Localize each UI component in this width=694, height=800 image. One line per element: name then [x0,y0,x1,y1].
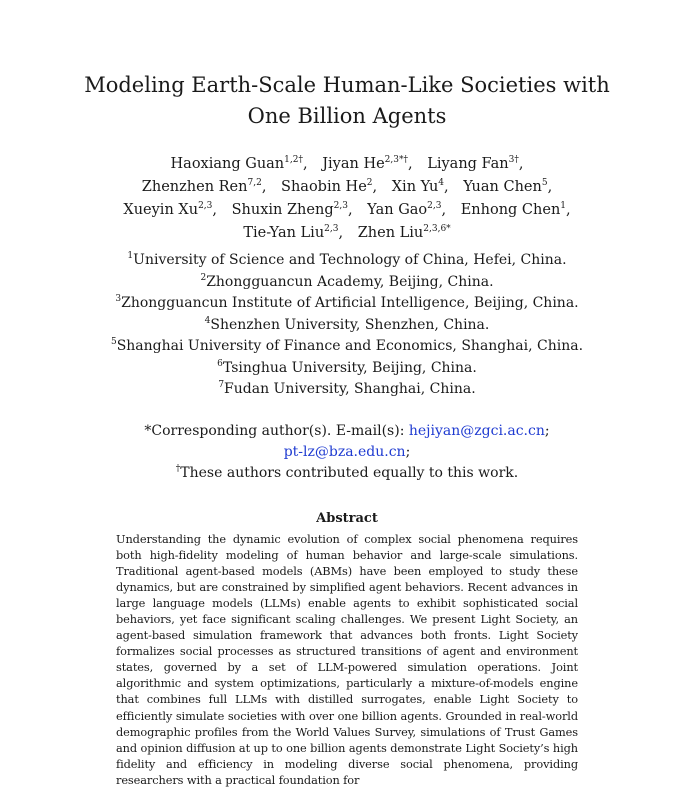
affiliation-text: Shanghai University of Finance and Economics, Shanghai, China. [116,338,584,354]
author-name-text: Xin Yu [391,179,439,195]
author-separator: , [372,179,378,195]
abstract-heading: Abstract [316,511,378,526]
author-list [40,153,654,245]
equal-contribution-text: These authors contributed equally to this work. [180,465,519,481]
author-separator: , [261,179,267,195]
affiliation-number: 7 [218,380,225,390]
paper-title [40,70,654,132]
author-name [322,156,412,172]
author-separator: , [566,202,571,218]
author-separator: , [338,225,344,241]
affiliation-line [40,315,654,337]
author-name [281,179,377,195]
author-affiliation-mark: 5 [541,178,548,188]
author-affiliation-mark: 2,3 [324,224,339,234]
author-name [392,179,449,195]
dagger-mark: † [175,464,181,474]
author-name [367,202,446,218]
author-separator: , [547,179,553,195]
affiliation-number: 4 [204,315,211,326]
email-link-pt-lz[interactable]: pt-lz@bza.edu.cn [283,444,406,460]
affiliation-text: Shenzhen University, Shenzhen, China. [210,316,490,333]
author-affiliation-mark: 7,2 [247,178,262,188]
affiliation-text: Zhongguancun Institute of Artificial Intelligence, Beijing, China. [121,295,579,311]
affiliation-line [40,293,654,315]
author-separator: , [212,202,217,218]
author-name [461,202,571,218]
email-separator-2: ; [405,444,411,460]
author-separator: , [347,202,353,218]
affiliation-line [40,272,654,294]
corresponding-line [40,421,654,442]
second-email-line [40,442,654,463]
author-separator: , [408,156,413,172]
author-separator: , [444,179,449,195]
author-affiliation-mark: 2 [366,178,373,188]
affiliation-line [40,250,654,272]
affiliation-number: 3 [115,294,122,304]
author-name-text: Zhenzhen Ren [141,179,248,195]
affiliation-number: 6 [217,358,223,369]
author-affiliation-mark: 2,3*† [384,155,408,165]
author-name-text: Yuan Chen [463,179,542,195]
abstract-text: Understanding the dynamic evolution of complex social phenomena requires both high-fidelity modeling of human behavior and large-scale simulations. Traditional agent-based models (ABMs) have been employed to study these dynamics, but are constrained by simplified agent behaviors. Recent advances in large language models (LLMs) enable agents to exhibit sophisticated social behaviors, yet face significant scaling challenges. We present Light Society, an agent-based simulation framework that advances both fronts. Light Society formalizes social processes as structured transitions of agent and environment states, governed by a set of LLM-powered simulation operations. Joint algorithmic and system optimizations, particularly a mixture-of-models engine that combines full LLMs with distilled surrogates, enable Light Society to efficiently simulate societies with over one billion agents. Grounded in real-world demographic profiles from the World Values Survey, simulations of Trust Games and opinion diffusion at up to one billion agents demonstrate Light Society’s high fidelity and efficiency in modeling diverse social phenomena, providing researchers with a practical foundation for [116,532,579,787]
author-affiliation-mark: 2,3 [427,201,442,211]
author-affiliation-mark: 2,3,6* [423,224,451,234]
affiliation-number: 2 [200,272,207,283]
affiliation-number: 5 [110,337,117,347]
equal-contribution-note [40,463,654,484]
affiliation-text: Tsinghua University, Beijing, China. [222,359,477,376]
author-affiliation-mark: 1,2† [284,155,303,165]
email-link-hejiyan[interactable]: hejiyan@zgci.ac.cn [408,423,545,439]
author-affiliation-mark: 3† [508,155,519,165]
author-name [123,202,217,218]
affiliation-text: Zhongguancun Academy, Beijing, China. [206,273,494,290]
author-name-text: Tie-Yan Liu [243,225,325,241]
author-name-text: Liyang Fan [427,156,509,172]
affiliation-text: University of Science and Technology of China, Hefei, China. [133,252,567,268]
author-name [171,156,308,172]
author-name [463,179,552,195]
author-affiliation-mark: 1 [560,201,567,211]
author-name-text: Yan Gao [367,202,428,218]
author-name [427,156,523,172]
author-name [142,179,267,195]
affiliation-list [40,250,654,401]
author-separator: , [518,156,524,172]
author-name-text: Enhong Chen [460,202,561,218]
correspondence-block [40,421,654,484]
corresponding-prefix: *Corresponding author(s). E-mail(s): [144,423,409,439]
email-separator: ; [544,423,550,439]
author-separator: , [441,202,447,218]
author-affiliation-mark: 2,3 [333,201,348,211]
author-affiliation-mark: 2,3 [198,201,213,211]
author-name-text: Shuxin Zheng [231,202,334,218]
affiliation-line [40,358,654,380]
author-name-text: Shaobin He [281,179,367,195]
author-name-text: Xueyin Xu [123,202,199,218]
author-affiliation-mark: 4 [438,178,445,188]
affiliation-line [40,379,654,401]
title-line-2: One Billion Agents [247,104,447,128]
author-name [358,225,451,241]
affiliation-number: 1 [127,251,134,261]
author-name [243,225,343,241]
author-name [232,202,353,218]
author-name-text: Jiyan He [322,156,385,172]
author-separator: , [302,156,308,172]
author-name-text: Zhen Liu [357,225,424,241]
author-name-text: Haoxiang Guan [170,156,285,172]
affiliation-line [40,336,654,358]
affiliation-text: Fudan University, Shanghai, China. [224,381,476,397]
title-line-1: Modeling Earth-Scale Human-Like Societies with [84,73,610,97]
